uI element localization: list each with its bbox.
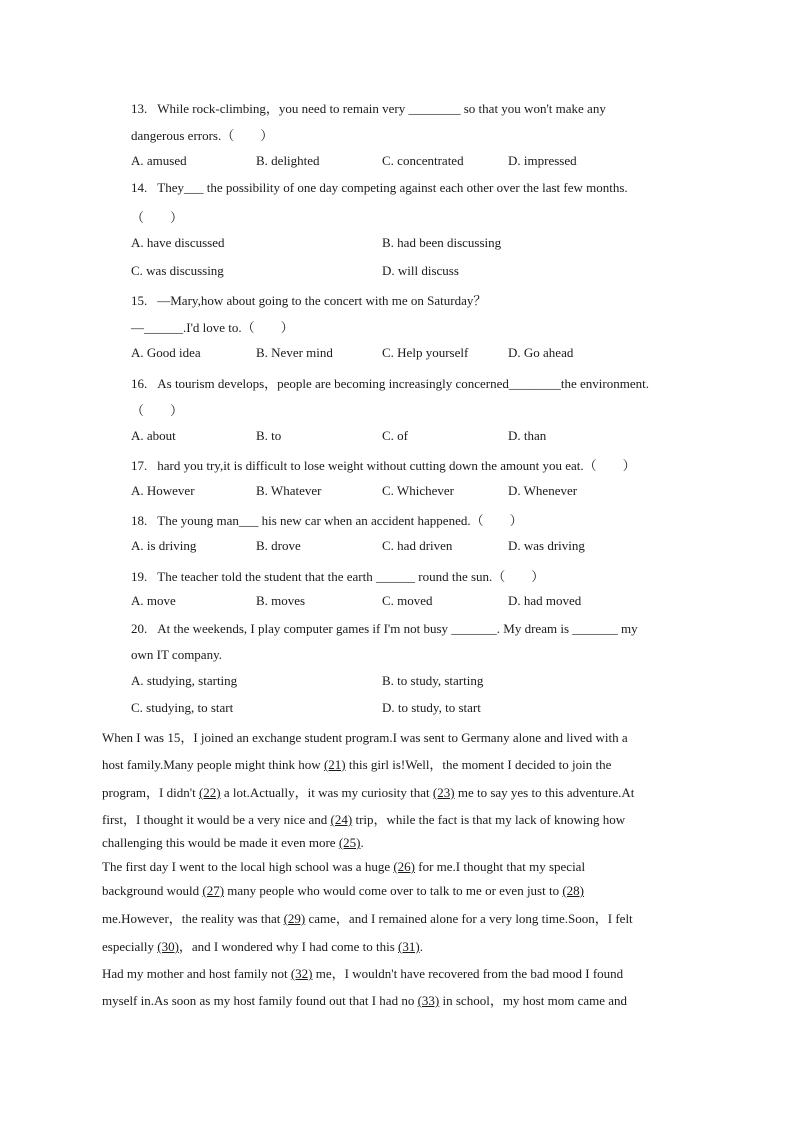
passage-text: first，I thought it would be a very nice and <box>102 812 331 827</box>
passage-text: Had my mother and host family not <box>102 966 291 981</box>
question-stem: While rock-climbing，you need to remain very ________ so that you won't make any <box>157 101 606 116</box>
option-c[interactable]: C. studying, to start <box>131 700 234 715</box>
question-number: 17. <box>131 458 148 473</box>
option-b[interactable]: B. to <box>256 428 282 443</box>
cloze-blank[interactable]: (30) <box>157 939 179 954</box>
option-b[interactable]: B. delighted <box>256 153 320 168</box>
question-14-line2: （ ） <box>131 210 184 225</box>
passage-text: me to say yes to this adventure.At <box>454 785 635 800</box>
option-d[interactable]: D. than <box>508 428 547 443</box>
passage-line <box>102 908 633 927</box>
passage-text: me，I wouldn't have recovered from the bad mood I found <box>312 966 624 981</box>
question-15-line2: —______.I'd love to.（ ） <box>131 320 294 335</box>
passage-text: this girl is!Well，the moment I decided to join the <box>345 757 612 772</box>
option-c[interactable]: C. was discussing <box>131 263 224 278</box>
passage-line <box>102 809 625 828</box>
option-b[interactable]: B. moves <box>256 593 306 608</box>
cloze-blank[interactable]: (26) <box>393 859 416 874</box>
passage-line <box>102 782 634 801</box>
passage-text: background would <box>102 883 203 898</box>
passage-text: me.However，the reality was that <box>102 911 284 926</box>
passage-line <box>102 936 423 955</box>
passage-text: myself in.As soon as my host family found out that I had no <box>102 993 418 1008</box>
cloze-blank[interactable]: (29) <box>283 911 306 926</box>
question-stem: The young man___ his new car when an accident happened.（ ） <box>157 513 523 528</box>
option-a[interactable]: A. However <box>131 483 195 498</box>
question-13-line2: dangerous errors.（ ） <box>131 128 274 143</box>
question-number: 13. <box>131 101 148 116</box>
question-15 <box>131 290 486 309</box>
cloze-blank[interactable]: (23) <box>432 785 455 800</box>
question-number: 15. <box>131 293 148 308</box>
passage-text: trip，while the fact is that my lack of knowing how <box>352 812 626 827</box>
passage-text: When I was 15，I joined an exchange student program.I was sent to Germany alone and lived with a <box>102 730 628 745</box>
question-number: 19. <box>131 569 148 584</box>
passage-line <box>102 990 627 1009</box>
question-number: 20. <box>131 621 148 636</box>
option-a[interactable]: A. amused <box>131 153 187 168</box>
question-stem: The teacher told the student that the earth ______ round the sun.（ ） <box>157 569 545 584</box>
passage-text: . <box>419 939 423 954</box>
passage-text: host family.Many people might think how <box>102 757 324 772</box>
question-18 <box>131 510 523 529</box>
question-stem: They___ the possibility of one day competing against each other over the last few months. <box>157 180 628 195</box>
option-a[interactable]: A. move <box>131 593 176 608</box>
question-number: 18. <box>131 513 148 528</box>
cloze-blank[interactable]: (22) <box>198 785 221 800</box>
cloze-blank[interactable]: (25) <box>338 835 361 850</box>
option-b[interactable]: B. had been discussing <box>382 235 502 250</box>
option-a[interactable]: A. Good idea <box>131 345 201 360</box>
passage-line <box>102 883 584 899</box>
passage-text: challenging this would be made it even more <box>102 835 339 850</box>
question-stem: At the weekends, I play computer games if I'm not busy _______. My dream is _______ my <box>157 621 638 636</box>
option-a[interactable]: A. have discussed <box>131 235 225 250</box>
question-13 <box>131 98 606 117</box>
cloze-blank[interactable]: (31) <box>398 939 420 954</box>
passage-text: program，I didn't <box>102 785 199 800</box>
passage-line <box>102 835 364 851</box>
option-d[interactable]: D. Whenever <box>508 483 578 498</box>
passage-text: for me.I thought that my special <box>415 859 586 874</box>
question-stem: hard you try,it is difficult to lose weight without cutting down the amount you eat.（ ） <box>157 458 636 473</box>
option-b[interactable]: B. drove <box>256 538 301 553</box>
question-stem: —Mary,how about going to the concert with me on Saturday？ <box>157 293 487 308</box>
option-d[interactable]: D. had moved <box>508 593 582 608</box>
cloze-blank[interactable]: (27) <box>202 883 225 898</box>
passage-text: in school，my host mom came and <box>439 993 628 1008</box>
option-c[interactable]: C. of <box>382 428 408 443</box>
option-c[interactable]: C. moved <box>382 593 433 608</box>
option-b[interactable]: B. to study, starting <box>382 673 484 688</box>
option-b[interactable]: B. Whatever <box>256 483 322 498</box>
option-c[interactable]: C. had driven <box>382 538 453 553</box>
option-a[interactable]: A. is driving <box>131 538 197 553</box>
option-a[interactable]: A. studying, starting <box>131 673 238 688</box>
question-number: 14. <box>131 180 148 195</box>
option-b[interactable]: B. Never mind <box>256 345 333 360</box>
option-c[interactable]: C. Whichever <box>382 483 454 498</box>
passage-text: a lot.Actually，it was my curiosity that <box>220 785 433 800</box>
option-c[interactable]: C. concentrated <box>382 153 464 168</box>
cloze-blank[interactable]: (32) <box>290 966 313 981</box>
cloze-blank[interactable]: (21) <box>323 757 346 772</box>
question-17 <box>131 455 636 474</box>
option-a[interactable]: A. about <box>131 428 176 443</box>
passage-line <box>102 963 623 982</box>
question-stem: As tourism develops，people are becoming increasingly concerned________the environment. <box>157 376 649 391</box>
question-19 <box>131 566 544 585</box>
question-number: 16. <box>131 376 148 391</box>
passage-text: The first day I went to the local high school was a huge <box>102 859 394 874</box>
option-d[interactable]: D. was driving <box>508 538 585 553</box>
passage-text: especially <box>102 939 158 954</box>
cloze-blank[interactable]: (33) <box>417 993 440 1008</box>
passage-text: . <box>360 835 364 850</box>
passage-text: came，and I remained alone for a very long time.Soon，I felt <box>305 911 633 926</box>
passage-text: many people who would come over to talk to me or even just to <box>224 883 563 898</box>
question-16-line2: （ ） <box>131 403 184 418</box>
question-20 <box>131 621 638 637</box>
option-d[interactable]: D. to study, to start <box>382 700 481 715</box>
question-20-line2: own IT company. <box>131 647 222 662</box>
option-c[interactable]: C. Help yourself <box>382 345 469 360</box>
passage-text: ，and I wondered why I had come to this <box>178 939 399 954</box>
option-d[interactable]: D. impressed <box>508 153 577 168</box>
cloze-blank[interactable]: (28) <box>562 883 585 898</box>
option-d[interactable]: D. Go ahead <box>508 345 574 360</box>
cloze-blank[interactable]: (24) <box>330 812 353 827</box>
question-16 <box>131 373 649 392</box>
passage-line <box>102 754 611 773</box>
question-14 <box>131 180 628 196</box>
option-d[interactable]: D. will discuss <box>382 263 459 278</box>
passage-line <box>102 727 628 746</box>
passage-line <box>102 859 585 875</box>
